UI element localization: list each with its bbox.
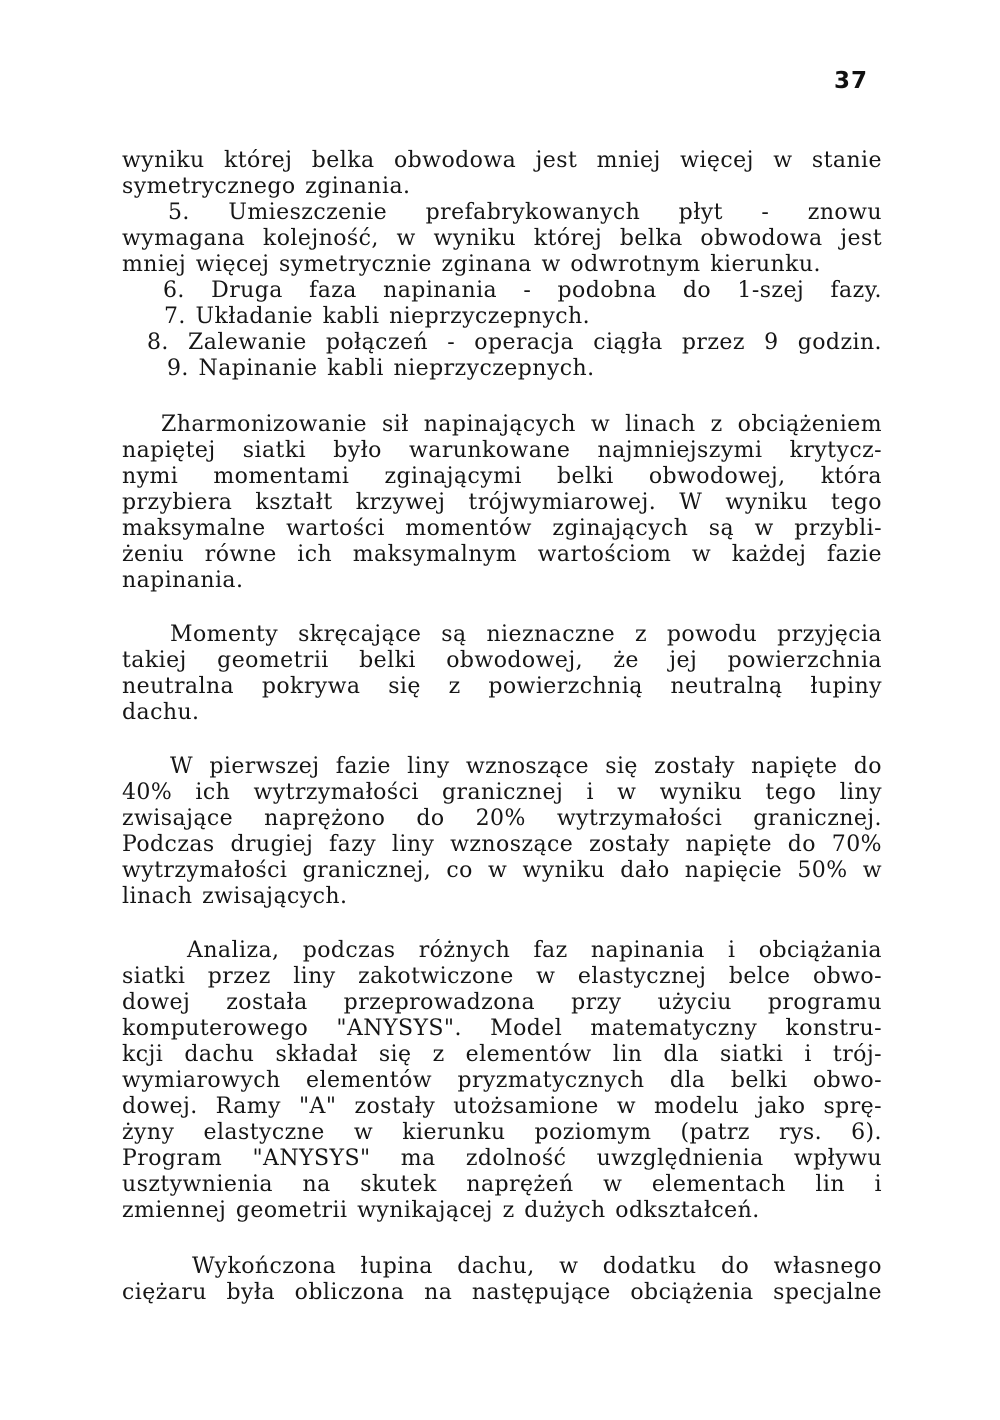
text-line: żyny elastyczne w kierunku poziomym (patrz rys. 6). bbox=[122, 1120, 882, 1145]
paragraph bbox=[122, 200, 882, 278]
text-line: przybiera kształt krzywej trójwymiarowej. W wyniku tego bbox=[122, 490, 882, 515]
text-line: zwisające naprężono do 20% wytrzymałości granicznej. bbox=[122, 806, 882, 831]
text-line: kcji dachu składał się z elementów lin dla siatki i trój- bbox=[122, 1042, 882, 1067]
text-line: usztywnienia na skutek naprężeń w elementach lin i bbox=[122, 1172, 882, 1197]
text-line: Zharmonizowanie sił napinających w linach z obciążeniem bbox=[161, 412, 882, 437]
text-line: zmiennej geometrii wynikającej z dużych odkształceń. bbox=[122, 1198, 760, 1223]
text-line: Momenty skręcające są nieznaczne z powodu przyjęcia bbox=[170, 622, 882, 647]
text-line: ciężaru była obliczona na następujące obciążenia specjalne bbox=[122, 1280, 882, 1305]
text-line: nymi momentami zginającymi belki obwodowej, która bbox=[122, 464, 882, 489]
text-line: dachu. bbox=[122, 700, 200, 725]
paragraph bbox=[122, 938, 882, 1224]
paragraph bbox=[122, 356, 882, 382]
text-line: 6. Druga faza napinania - podobna do 1-szej fazy. bbox=[163, 278, 882, 303]
text-line: wymagana kolejność, w wyniku której belka obwodowa jest bbox=[122, 226, 882, 251]
text-line: 8. Zalewanie połączeń - operacja ciągła przez 9 godzin. bbox=[147, 330, 882, 355]
text-line: napiętej siatki było warunkowane najmniejszymi krytycz- bbox=[122, 438, 882, 463]
text-line: 9. Napinanie kabli nieprzyczepnych. bbox=[167, 356, 595, 381]
paragraph bbox=[122, 412, 882, 594]
text-line: 7. Układanie kabli nieprzyczepnych. bbox=[164, 304, 591, 329]
text-line: wytrzymałości granicznej, co w wyniku dało napięcie 50% w bbox=[122, 858, 882, 883]
text-line: mniej więcej symetrycznie zginana w odwrotnym kierunku. bbox=[122, 252, 821, 277]
text-line: napinania. bbox=[122, 568, 244, 593]
text-line: 40% ich wytrzymałości granicznej i w wyniku tego liny bbox=[122, 780, 882, 805]
paragraph bbox=[122, 622, 882, 726]
text-line: Podczas drugiej fazy liny wznoszące zostały napięte do 70% bbox=[122, 832, 882, 857]
text-line: Program "ANYSYS" ma zdolność uwzględnienia wpływu bbox=[122, 1146, 882, 1171]
text-line: Wykończona łupina dachu, w dodatku do własnego bbox=[192, 1254, 882, 1279]
paragraph bbox=[122, 1254, 882, 1306]
page-body bbox=[122, 148, 882, 1306]
text-line: wyniku której belka obwodowa jest mniej więcej w stanie bbox=[122, 148, 882, 173]
text-line: Analiza, podczas różnych faz napinania i obciążania bbox=[187, 938, 882, 963]
paragraph bbox=[122, 304, 882, 330]
text-line: żeniu równe ich maksymalnym wartościom w każdej fazie bbox=[122, 542, 882, 567]
text-line: linach zwisających. bbox=[122, 884, 348, 909]
text-line: W pierwszej fazie liny wznoszące się zostały napięte do bbox=[170, 754, 882, 779]
paragraph bbox=[122, 754, 882, 910]
paragraph bbox=[122, 330, 882, 356]
paragraph bbox=[122, 148, 882, 200]
text-line: komputerowego "ANYSYS". Model matematyczny konstru- bbox=[122, 1016, 882, 1041]
text-line: symetrycznego zginania. bbox=[122, 174, 411, 199]
text-line: 5. Umieszczenie prefabrykowanych płyt - znowu bbox=[168, 200, 882, 225]
text-line: takiej geometrii belki obwodowej, że jej powierzchnia bbox=[122, 648, 882, 673]
text-line: dowej została przeprowadzona przy użyciu programu bbox=[122, 990, 882, 1015]
text-line: siatki przez liny zakotwiczone w elastycznej belce obwo- bbox=[122, 964, 882, 989]
paragraph bbox=[122, 278, 882, 304]
page-number: 37 bbox=[833, 68, 868, 94]
text-line: neutralna pokrywa się z powierzchnią neutralną łupiny bbox=[122, 674, 882, 699]
text-line: wymiarowych elementów pryzmatycznych dla belki obwo- bbox=[122, 1068, 882, 1093]
text-line: dowej. Ramy "A" zostały utożsamione w modelu jako sprę- bbox=[122, 1094, 882, 1119]
text-line: maksymalne wartości momentów zginających są w przybli- bbox=[122, 516, 882, 541]
